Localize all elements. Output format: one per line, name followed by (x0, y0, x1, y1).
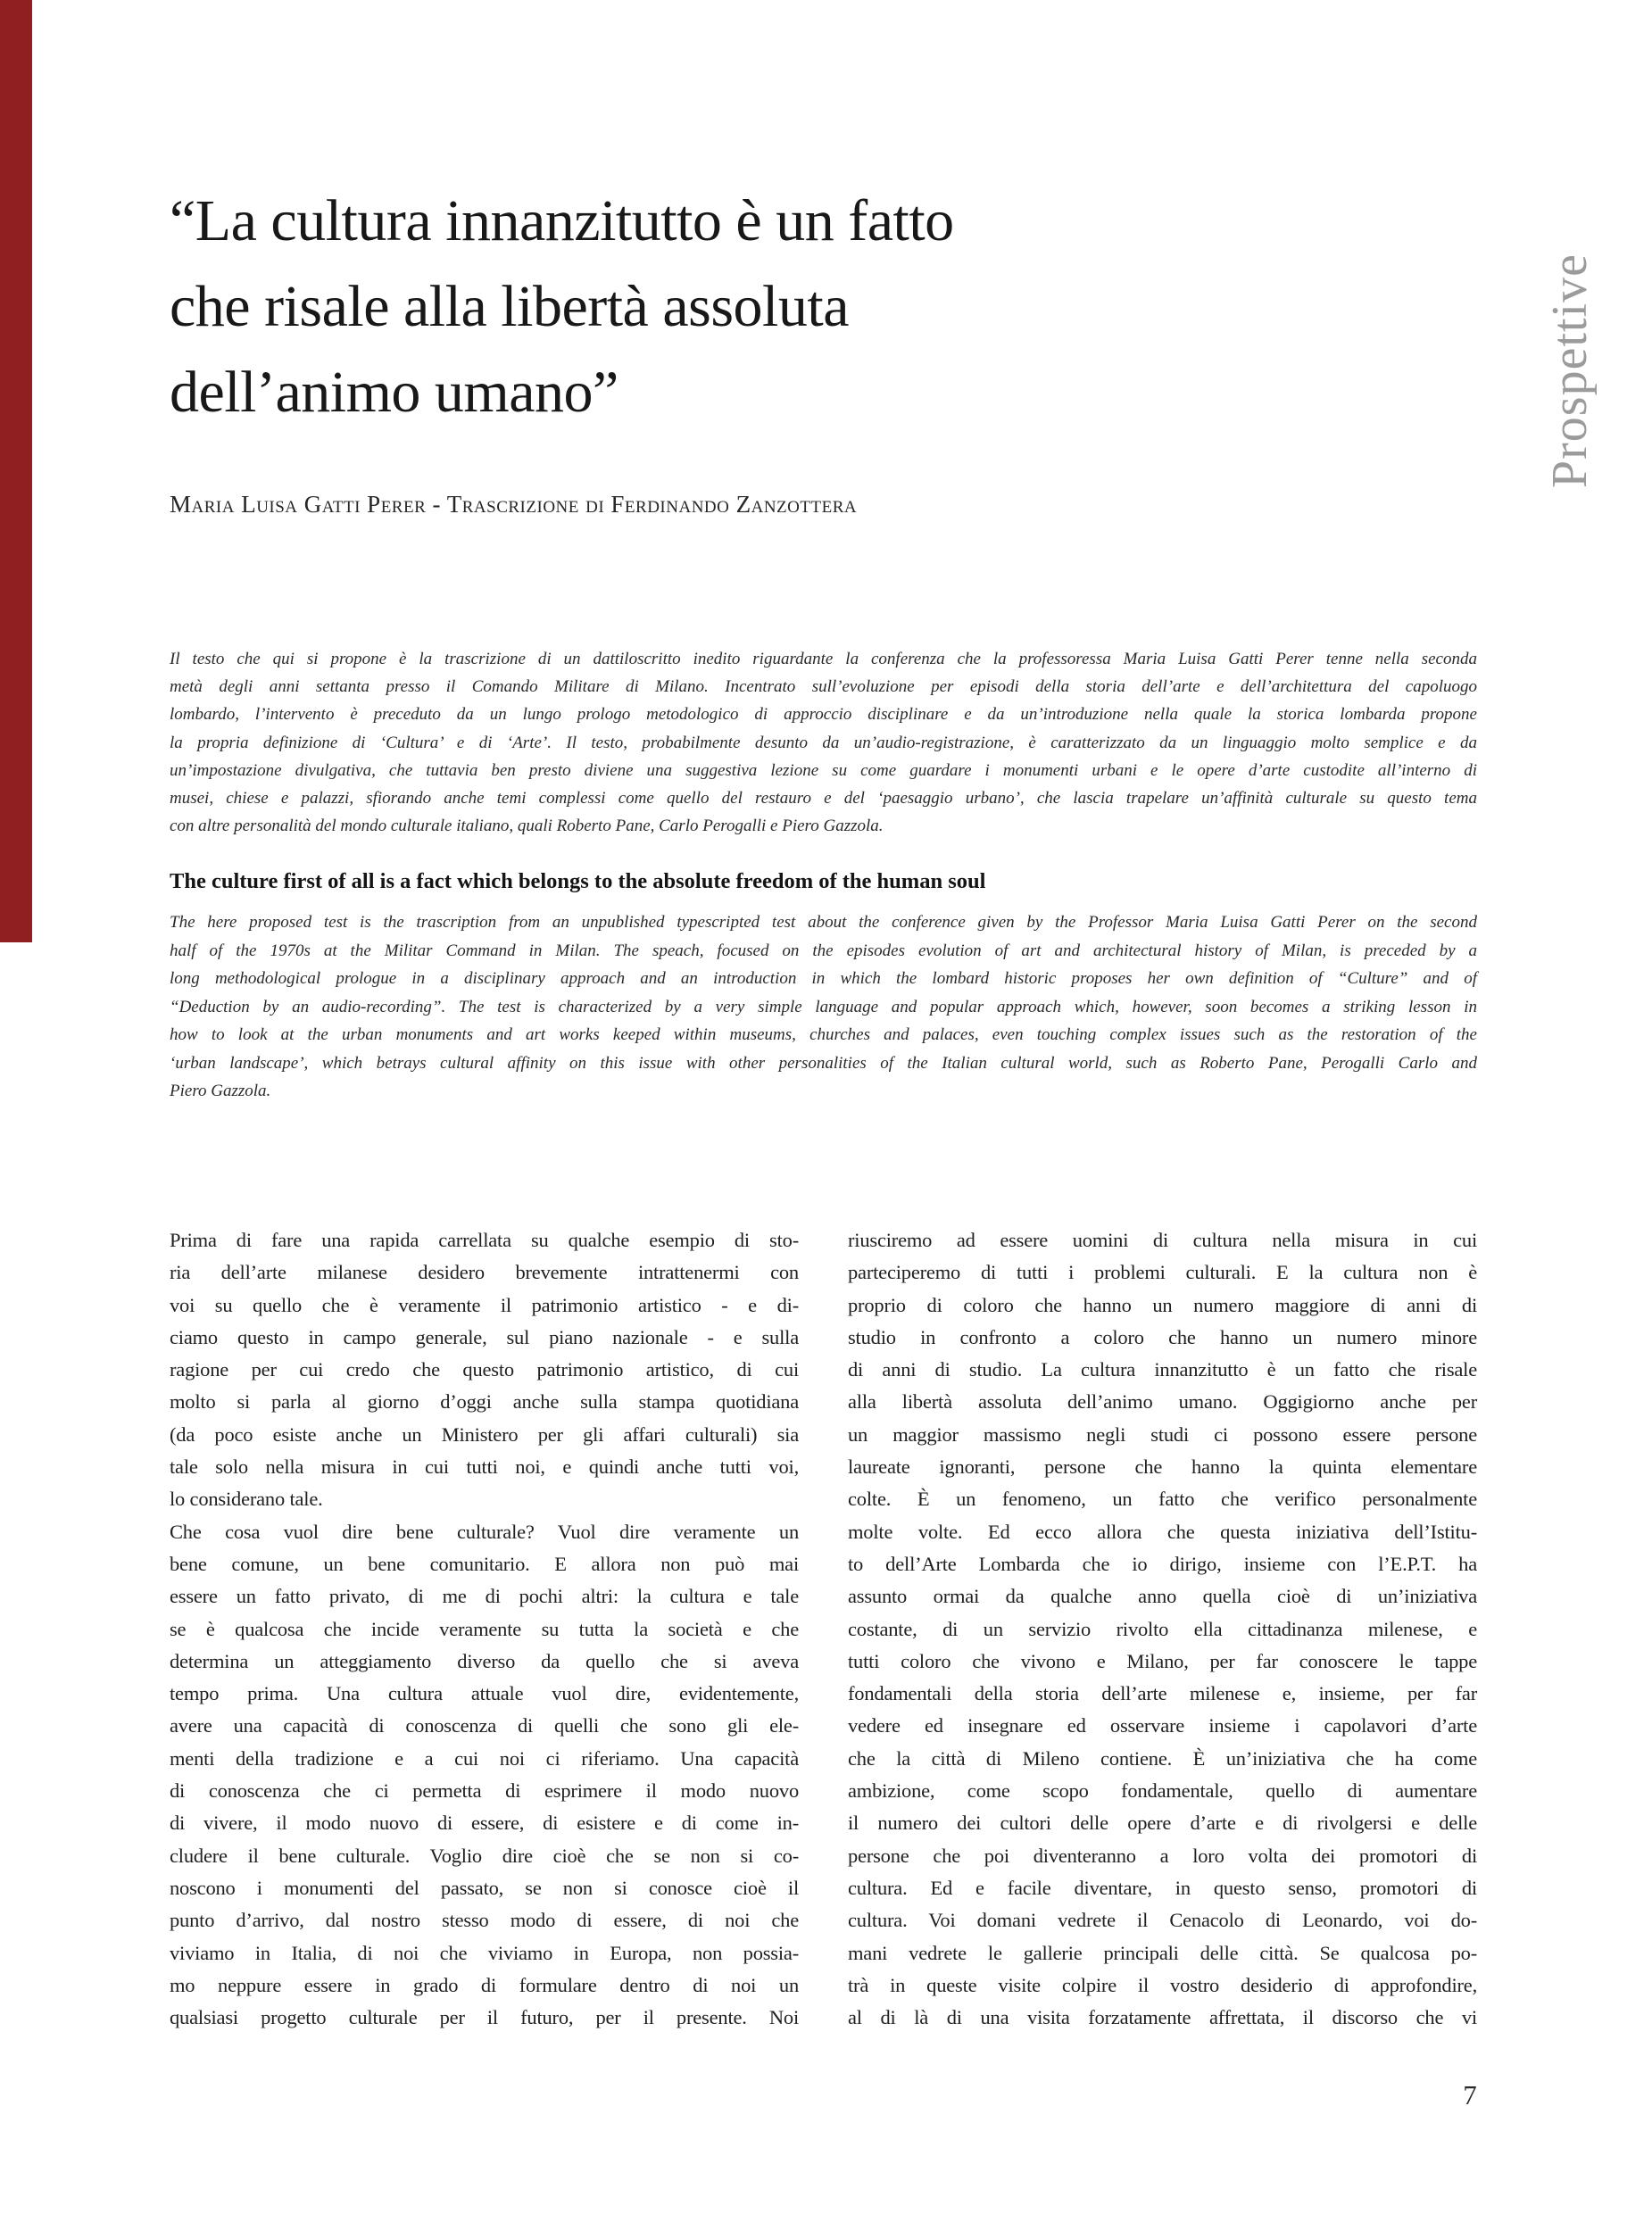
text-line: al di là di una visita forzatamente affrettata, il discorso che vi (848, 2006, 1477, 2029)
text-line: determina un atteggiamento diverso da quello che si aveva (170, 1649, 799, 1672)
text-line: proprio di coloro che hanno un numero maggiore di anni di (848, 1293, 1477, 1316)
text-line: colte. È un fenomeno, un fatto che verifico personalmente (848, 1488, 1477, 1511)
text-line: il numero dei cultori delle opere d’arte e di rivolgersi e delle (848, 1812, 1477, 1835)
text-line: persone che poi diventeranno a loro volta dei promotori di (848, 1844, 1477, 1867)
text-line: ambizione, come scopo fondamentale, quello di aumentare (848, 1779, 1477, 1803)
text-line: ciamo questo in campo generale, sul piano nazionale - e sulla (170, 1325, 799, 1348)
text-line: Piero Gazzola. (170, 1082, 271, 1100)
text-line: musei, chiese e palazzi, sfiorando anche temi complessi come quello del restauro e del ‘paesaggio urbano’, che lascia trapelare un’affinità culturale su questo tema (170, 789, 1477, 808)
text-line: Che cosa vuol dire bene culturale? Vuol dire veramente un (170, 1520, 799, 1543)
section-label-prospettive: Prospettive (1542, 253, 1598, 488)
text-line: cultura. Voi domani vedrete il Cenacolo di Leonardo, voi do- (848, 1909, 1477, 1932)
text-line: fondamentali della storia dell’arte milenese e, insieme, per far (848, 1682, 1477, 1705)
text-line: noscono i monumenti del passato, se non si conosce cioè il (170, 1876, 799, 1899)
text-line: (da poco esiste anche un Ministero per gli affari culturali) sia (170, 1422, 799, 1446)
text-line: viviamo in Italia, di noi che viviamo in Europa, non possia- (170, 1941, 799, 1964)
text-line: to dell’Arte Lombarda che io dirigo, insieme con l’E.P.T. ha (848, 1552, 1477, 1575)
article-title (170, 178, 1482, 435)
text-line: di conoscenza che ci permetta di esprimere il modo nuovo (170, 1779, 799, 1803)
text-line: che la città di Mileno contiene. È un’iniziativa che ha come (848, 1746, 1477, 1770)
text-line: ‘urban landscape’, which betrays cultural affinity on this issue with other personalities of the Italian cultural world, such as Roberto Pane, Perogalli Carlo and (170, 1053, 1477, 1073)
text-line: assunto ormai da qualche anno quella cioè di un’iniziativa (848, 1585, 1477, 1608)
text-line: molte volte. Ed ecco allora che questa iniziativa dell’Istitu- (848, 1520, 1477, 1543)
text-line: riusciremo ad essere uomini di cultura nella misura in cui (848, 1229, 1477, 1251)
text-line: di vivere, il modo nuovo di essere, di esistere e di come in- (170, 1812, 799, 1835)
text-line: alla libertà assoluta dell’animo umano. Oggigiorno anche per (848, 1390, 1477, 1414)
text-line: dell’animo umano” (170, 360, 618, 425)
text-line: “La cultura innanzitutto è un fatto (170, 188, 954, 253)
abstract-english (170, 908, 1477, 1106)
text-line: cultura. Ed e facile diventare, in questo senso, promotori di (848, 1876, 1477, 1899)
text-line: che risale alla libertà assoluta (170, 274, 849, 339)
text-line: tempo prima. Una cultura attuale vuol dire, evidentemente, (170, 1682, 799, 1705)
text-line: se è qualcosa che incide veramente su tutta la società e che (170, 1617, 799, 1640)
text-line: di anni di studio. La cultura innanzitutto è un fatto che risale (848, 1358, 1477, 1381)
text-line: studio in confronto a coloro che hanno un numero minore (848, 1325, 1477, 1348)
text-line: metà degli anni settanta presso il Comando Militare di Milano. Incentrato sull’evoluzione per episodi della storia dell’arte e dell’architettura del capoluogo (170, 677, 1477, 697)
text-line: Il testo che qui si propone è la trascrizione di un dattiloscritto inedito riguardante la conferenza che la professoressa Maria Luisa Gatti Perer tenne nella seconda (170, 650, 1477, 668)
text-line: laureate ignoranti, persone che hanno la quinta elementare (848, 1455, 1477, 1479)
text-line: tutti coloro che vivono e Milano, per far conoscere le tappe (848, 1649, 1477, 1672)
left-accent-bar (0, 0, 32, 942)
article-byline: Maria Luisa Gatti Perer - Trascrizione di Ferdinando Zanzottera (170, 491, 858, 518)
text-line: menti della tradizione e a cui noi ci riferiamo. Una capacità (170, 1746, 799, 1770)
text-line: tale solo nella misura in cui tutti noi, e quindi anche tutti voi, (170, 1455, 799, 1479)
text-line: ria dell’arte milanese desidero brevemente intrattenermi con (170, 1261, 799, 1284)
text-line: mani vedrete le gallerie principali delle città. Se qualcosa po- (848, 1941, 1477, 1964)
text-line: molto si parla al giorno d’oggi anche sulla stampa quotidiana (170, 1390, 799, 1414)
text-line: avere una capacità di conoscenza di quelli che sono gli ele- (170, 1714, 799, 1737)
text-line: costante, di un servizio rivolto ella cittadinanza milenese, e (848, 1617, 1477, 1640)
text-line: qualsiasi progetto culturale per il futuro, per il presente. Noi (170, 2006, 799, 2029)
text-line: how to look at the urban monuments and art works keeped within museums, churches and palaces, even touching complex issues such as the restoration of the (170, 1025, 1477, 1044)
text-line: “Deduction by an audio-recording”. The test is characterized by a very simple language and popular approach which, however, soon becomes a striking lesson in (170, 997, 1477, 1016)
english-heading: The culture first of all is a fact which belongs to the absolute freedom of the human soul (170, 869, 986, 893)
text-line: la propria definizione di ‘Cultura’ e di ‘Arte’. Il testo, probabilmente desunto da un’audio-registrazione, è caratterizzato da un linguaggio molto semplice e da (170, 733, 1477, 752)
text-line: long methodological prologue in a disciplinary approach and an introduction in which the lombard historic proposes her own definition of “Culture” and of (170, 969, 1477, 988)
text-line: ragione per cui credo che questo patrimonio artistico, di cui (170, 1358, 799, 1381)
text-line: un’impostazione divulgativa, che tuttavia ben presto diviene una suggestiva lezione su come guardare i monumenti urbani e le opere d’arte custodite all’interno di (170, 760, 1477, 780)
page-number: 7 (1463, 2079, 1477, 2110)
body-left-column (170, 1224, 799, 2034)
text-line: lombardo, l’intervento è preceduto da un lungo prologo metodologico di approccio disciplinare e da un’introduzione nella quale la storica lombarda propone (170, 705, 1477, 725)
text-line: vedere ed insegnare ed osservare insieme i capolavori d’arte (848, 1714, 1477, 1737)
text-line: voi su quello che è veramente il patrimonio artistico - e di- (170, 1293, 799, 1316)
abstract-italian (170, 645, 1477, 840)
text-line: lo considerano tale. (170, 1488, 323, 1511)
text-line: parteciperemo di tutti i problemi culturali. E la cultura non è (848, 1261, 1477, 1284)
text-line: cludere il bene culturale. Voglio dire cioè che se non si co- (170, 1844, 799, 1867)
text-line: bene comune, un bene comunitario. E allora non può mai (170, 1552, 799, 1575)
text-line: Prima di fare una rapida carrellata su qualche esempio di sto- (170, 1229, 799, 1251)
text-line: half of the 1970s at the Militar Command in Milan. The speach, focused on the episodes evolution of art and architectural history of Milan, is preceded by a (170, 941, 1477, 960)
text-line: punto d’arrivo, dal nostro stesso modo di essere, di noi che (170, 1909, 799, 1932)
text-line: The here proposed test is the trascription from an unpublished typescripted test about the conference given by the Professor Maria Luisa Gatti Perer on the second (170, 913, 1477, 932)
text-line: trà in queste visite colpire il vostro desiderio di approfondire, (848, 1973, 1477, 1996)
text-line: essere un fatto privato, di me di pochi altri: la cultura e tale (170, 1585, 799, 1608)
text-line: con altre personalità del mondo culturale italiano, quali Roberto Pane, Carlo Perogalli e Piero Gazzola. (170, 817, 884, 836)
body-right-column (848, 1224, 1477, 2034)
text-line: mo neppure essere in grado di formulare dentro di noi un (170, 1973, 799, 1996)
text-line: un maggior massismo negli studi ci possono essere persone (848, 1422, 1477, 1446)
